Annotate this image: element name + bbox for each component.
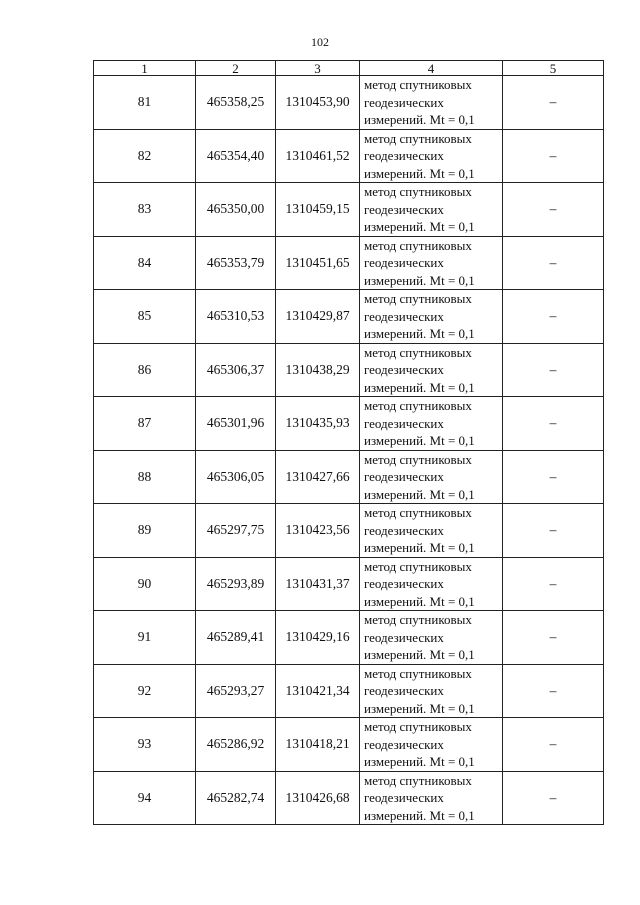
x-coordinate-cell: 465306,37 (196, 343, 276, 397)
y-coordinate-cell: 1310423,56 (276, 504, 360, 558)
table-row (94, 611, 604, 665)
y-coordinate-cell: 1310418,21 (276, 718, 360, 772)
method-cell (360, 664, 503, 718)
x-coordinate-cell: 465358,25 (196, 76, 276, 130)
method-cell (360, 771, 503, 825)
method-line: геодезических (364, 522, 444, 538)
table-row (94, 76, 604, 130)
note-cell: – (503, 450, 604, 504)
note-cell: – (503, 611, 604, 665)
method-line: метод спутниковых (364, 344, 472, 360)
note-cell: – (503, 236, 604, 290)
table-row (94, 557, 604, 611)
table-row (94, 450, 604, 504)
table-row (94, 129, 604, 183)
method-line: измерений. Mt = 0,1 (364, 593, 475, 609)
method-line: метод спутниковых (364, 77, 472, 92)
y-coordinate-cell: 1310429,16 (276, 611, 360, 665)
method-line: геодезических (364, 308, 444, 324)
method-line: метод спутниковых (364, 505, 472, 520)
x-coordinate-cell: 465301,96 (196, 397, 276, 451)
point-number-cell: 90 (94, 557, 196, 611)
method-cell (360, 129, 503, 183)
y-coordinate-cell: 1310459,15 (276, 183, 360, 237)
method-line: измерений. Mt = 0,1 (364, 807, 475, 823)
x-coordinate-cell: 465282,74 (196, 771, 276, 825)
method-line: геодезических (364, 790, 444, 805)
y-coordinate-cell: 1310453,90 (276, 76, 360, 130)
method-line: измерений. Mt = 0,1 (364, 112, 475, 127)
method-cell (360, 343, 503, 397)
note-cell: – (503, 290, 604, 344)
table-row (94, 664, 604, 718)
x-coordinate-cell: 465293,27 (196, 664, 276, 718)
method-line: метод спутниковых (364, 665, 472, 681)
note-cell: – (503, 397, 604, 451)
method-line: геодезических (364, 255, 444, 270)
method-cell (360, 611, 503, 665)
method-line: метод спутниковых (364, 772, 472, 788)
table-header-row (94, 61, 604, 76)
method-cell (360, 397, 503, 451)
table-row (94, 718, 604, 772)
y-coordinate-cell: 1310421,34 (276, 664, 360, 718)
method-line: измерений. Mt = 0,1 (364, 165, 475, 181)
x-coordinate-cell: 465306,05 (196, 450, 276, 504)
y-coordinate-cell: 1310461,52 (276, 129, 360, 183)
y-coordinate-cell: 1310427,66 (276, 450, 360, 504)
method-cell (360, 290, 503, 344)
note-cell: – (503, 504, 604, 558)
point-number-cell: 83 (94, 183, 196, 237)
point-number-cell: 84 (94, 236, 196, 290)
note-cell: – (503, 129, 604, 183)
y-coordinate-cell: 1310429,87 (276, 290, 360, 344)
method-line: измерений. Mt = 0,1 (364, 433, 475, 448)
method-line: измерений. Mt = 0,1 (364, 540, 475, 555)
table-row (94, 343, 604, 397)
point-number-cell: 86 (94, 343, 196, 397)
method-cell (360, 236, 503, 290)
method-line: метод спутниковых (364, 451, 472, 467)
point-number-cell: 91 (94, 611, 196, 665)
x-coordinate-cell: 465354,40 (196, 129, 276, 183)
method-line: метод спутниковых (364, 398, 472, 413)
method-line: геодезических (364, 94, 444, 110)
method-cell (360, 504, 503, 558)
note-cell: – (503, 718, 604, 772)
note-cell: – (503, 557, 604, 611)
method-line: измерений. Mt = 0,1 (364, 754, 475, 769)
method-line: измерений. Mt = 0,1 (364, 486, 475, 502)
table-row (94, 236, 604, 290)
method-line: геодезических (364, 201, 444, 217)
method-line: геодезических (364, 629, 444, 645)
column-header-2: 2 (196, 61, 276, 76)
note-cell: – (503, 664, 604, 718)
column-header-4: 4 (360, 61, 503, 76)
column-header-3: 3 (276, 61, 360, 76)
y-coordinate-cell: 1310435,93 (276, 397, 360, 451)
table-row (94, 771, 604, 825)
method-line: измерений. Mt = 0,1 (364, 700, 475, 716)
method-line: геодезических (364, 362, 444, 377)
method-cell (360, 183, 503, 237)
y-coordinate-cell: 1310451,65 (276, 236, 360, 290)
note-cell: – (503, 76, 604, 130)
x-coordinate-cell: 465297,75 (196, 504, 276, 558)
method-line: геодезических (364, 683, 444, 698)
method-line: измерений. Mt = 0,1 (364, 219, 475, 234)
column-header-5: 5 (503, 61, 604, 76)
y-coordinate-cell: 1310426,68 (276, 771, 360, 825)
y-coordinate-cell: 1310431,37 (276, 557, 360, 611)
x-coordinate-cell: 465286,92 (196, 718, 276, 772)
coordinates-table (93, 60, 604, 825)
point-number-cell: 87 (94, 397, 196, 451)
table-body (94, 76, 604, 825)
x-coordinate-cell: 465353,79 (196, 236, 276, 290)
table-row (94, 183, 604, 237)
point-number-cell: 92 (94, 664, 196, 718)
note-cell: – (503, 183, 604, 237)
method-line: метод спутниковых (364, 237, 472, 253)
x-coordinate-cell: 465310,53 (196, 290, 276, 344)
method-line: метод спутниковых (364, 291, 472, 306)
method-line: геодезических (364, 736, 444, 752)
method-cell (360, 450, 503, 504)
method-line: измерений. Mt = 0,1 (364, 647, 475, 662)
note-cell: – (503, 771, 604, 825)
method-line: геодезических (364, 469, 444, 484)
table-row (94, 397, 604, 451)
method-line: метод спутниковых (364, 184, 472, 199)
method-cell (360, 76, 503, 130)
table-row (94, 290, 604, 344)
method-line: метод спутниковых (364, 558, 472, 574)
point-number-cell: 93 (94, 718, 196, 772)
point-number-cell: 82 (94, 129, 196, 183)
method-line: метод спутниковых (364, 130, 472, 146)
page-number: 102 (311, 35, 329, 49)
method-line: метод спутниковых (364, 719, 472, 734)
method-line: геодезических (364, 576, 444, 591)
note-cell: – (503, 343, 604, 397)
method-cell (360, 557, 503, 611)
method-line: измерений. Mt = 0,1 (364, 379, 475, 395)
column-header-1: 1 (94, 61, 196, 76)
method-line: измерений. Mt = 0,1 (364, 326, 475, 341)
point-number-cell: 81 (94, 76, 196, 130)
point-number-cell: 88 (94, 450, 196, 504)
y-coordinate-cell: 1310438,29 (276, 343, 360, 397)
method-line: метод спутниковых (364, 612, 472, 627)
method-line: геодезических (364, 415, 444, 431)
method-cell (360, 718, 503, 772)
point-number-cell: 85 (94, 290, 196, 344)
x-coordinate-cell: 465293,89 (196, 557, 276, 611)
method-line: геодезических (364, 148, 444, 163)
table-row (94, 504, 604, 558)
point-number-cell: 89 (94, 504, 196, 558)
point-number-cell: 94 (94, 771, 196, 825)
method-line: измерений. Mt = 0,1 (364, 272, 475, 288)
x-coordinate-cell: 465289,41 (196, 611, 276, 665)
x-coordinate-cell: 465350,00 (196, 183, 276, 237)
